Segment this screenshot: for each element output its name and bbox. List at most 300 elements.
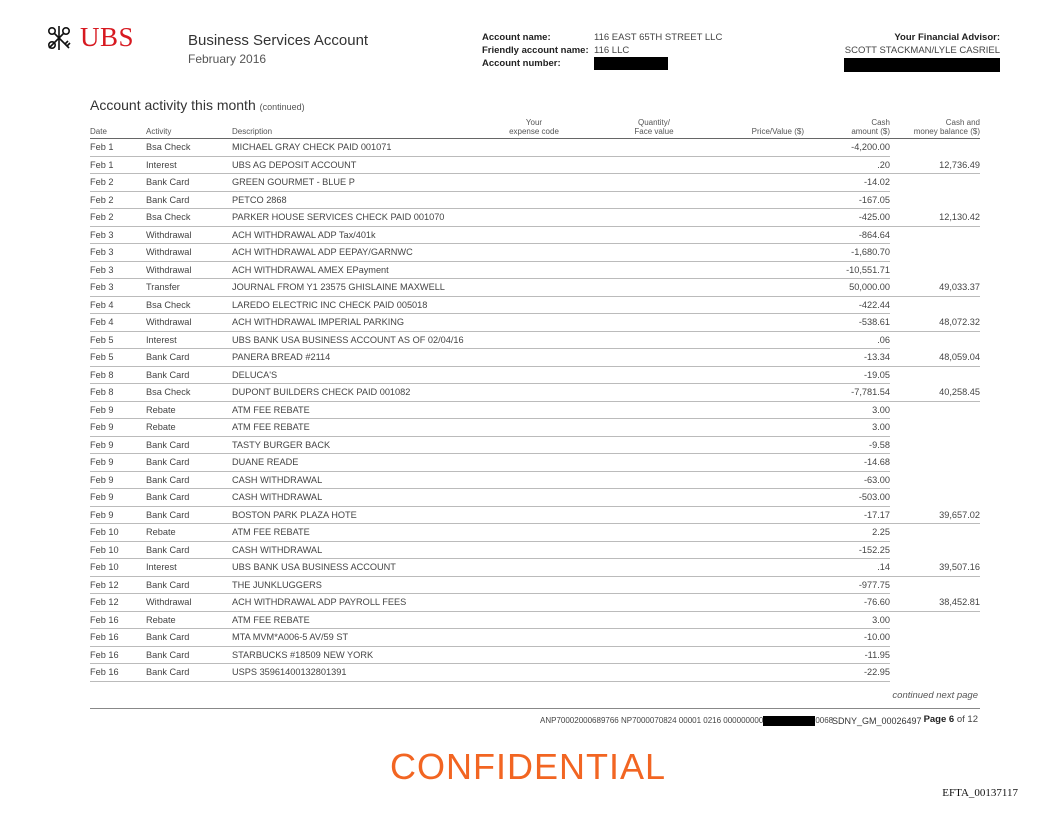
cell-cash-amount: -22.95	[804, 664, 890, 682]
table-row	[90, 349, 980, 367]
activity-table	[90, 118, 980, 682]
efta-number: EFTA_00137117	[942, 787, 1018, 799]
cell-balance	[890, 629, 980, 647]
table-row	[90, 576, 980, 594]
cell-description: LAREDO ELECTRIC INC CHECK PAID 005018	[232, 296, 474, 314]
table-row	[90, 314, 980, 332]
cell-activity: Bsa Check	[146, 384, 232, 402]
financial-advisor	[844, 31, 1000, 76]
cell-cash-amount: 50,000.00	[804, 279, 890, 297]
cell-balance: 12,736.49	[890, 156, 980, 174]
ubs-logo	[44, 22, 134, 53]
cell-date: Feb 10	[90, 541, 146, 559]
cell-price	[714, 471, 804, 489]
cell-quantity	[594, 471, 714, 489]
cell-price	[714, 419, 804, 437]
cell-cash-amount: -10,551.71	[804, 261, 890, 279]
friendly-name-label: Friendly account name:	[482, 45, 589, 56]
cell-balance	[890, 489, 980, 507]
cell-price	[714, 244, 804, 262]
cell-expense-code	[474, 139, 594, 157]
cell-price	[714, 191, 804, 209]
cell-date: Feb 9	[90, 506, 146, 524]
table-row	[90, 331, 980, 349]
cell-balance	[890, 174, 980, 192]
cell-description: PARKER HOUSE SERVICES CHECK PAID 001070	[232, 209, 474, 227]
col-price: Price/Value ($)	[714, 118, 804, 139]
cell-date: Feb 12	[90, 576, 146, 594]
cell-price	[714, 366, 804, 384]
cell-description: GREEN GOURMET - BLUE P	[232, 174, 474, 192]
cell-price	[714, 594, 804, 612]
cell-price	[714, 296, 804, 314]
cell-quantity	[594, 594, 714, 612]
cell-expense-code	[474, 559, 594, 577]
page-current: 6	[948, 714, 955, 725]
section-continued: (continued)	[259, 102, 305, 112]
cell-date: Feb 4	[90, 314, 146, 332]
cell-balance: 12,130.42	[890, 209, 980, 227]
cell-balance	[890, 261, 980, 279]
footer-divider	[90, 708, 980, 709]
cell-price	[714, 629, 804, 647]
cell-balance	[890, 471, 980, 489]
table-row	[90, 296, 980, 314]
cell-cash-amount: -152.25	[804, 541, 890, 559]
cell-date: Feb 1	[90, 139, 146, 157]
cell-expense-code	[474, 541, 594, 559]
cell-cash-amount: -538.61	[804, 314, 890, 332]
cell-date: Feb 16	[90, 629, 146, 647]
col-balance: Cash and money balance ($)	[890, 118, 980, 139]
cell-date: Feb 10	[90, 524, 146, 542]
cell-cash-amount: .06	[804, 331, 890, 349]
cell-price	[714, 331, 804, 349]
cell-price	[714, 611, 804, 629]
cell-activity: Bank Card	[146, 454, 232, 472]
cell-date: Feb 3	[90, 244, 146, 262]
cell-quantity	[594, 279, 714, 297]
cell-date: Feb 16	[90, 611, 146, 629]
cell-expense-code	[474, 366, 594, 384]
logo-text: UBS	[80, 22, 135, 52]
col-description: Description	[232, 118, 474, 139]
cell-cash-amount: -7,781.54	[804, 384, 890, 402]
section-title-text: Account activity this month	[90, 97, 256, 113]
cell-activity: Bank Card	[146, 471, 232, 489]
cell-activity: Bank Card	[146, 174, 232, 192]
cell-expense-code	[474, 191, 594, 209]
cell-description: JOURNAL FROM Y1 23575 GHISLAINE MAXWELL	[232, 279, 474, 297]
cell-price	[714, 524, 804, 542]
cell-price	[714, 349, 804, 367]
table-row	[90, 261, 980, 279]
cell-cash-amount: -13.34	[804, 349, 890, 367]
table-row	[90, 436, 980, 454]
cell-balance: 48,072.32	[890, 314, 980, 332]
cell-date: Feb 2	[90, 174, 146, 192]
advisor-name: SCOTT STACKMAN/LYLE CASRIEL	[844, 45, 1000, 56]
cell-expense-code	[474, 664, 594, 682]
cell-balance: 38,452.81	[890, 594, 980, 612]
cell-activity: Transfer	[146, 279, 232, 297]
cell-description: UBS BANK USA BUSINESS ACCOUNT	[232, 559, 474, 577]
table-row	[90, 401, 980, 419]
advisor-redaction	[844, 58, 1000, 72]
cell-cash-amount: -1,680.70	[804, 244, 890, 262]
cell-quantity	[594, 174, 714, 192]
cell-balance	[890, 524, 980, 542]
cell-activity: Bank Card	[146, 541, 232, 559]
table-row	[90, 156, 980, 174]
cell-expense-code	[474, 226, 594, 244]
cell-expense-code	[474, 209, 594, 227]
cell-date: Feb 3	[90, 226, 146, 244]
cell-quantity	[594, 191, 714, 209]
cell-cash-amount: -76.60	[804, 594, 890, 612]
table-row	[90, 174, 980, 192]
cell-balance	[890, 576, 980, 594]
cell-description: DUPONT BUILDERS CHECK PAID 001082	[232, 384, 474, 402]
cell-description: TASTY BURGER BACK	[232, 436, 474, 454]
cell-quantity	[594, 314, 714, 332]
continued-next-page: continued next page	[892, 690, 978, 701]
cell-quantity	[594, 156, 714, 174]
table-row	[90, 489, 980, 507]
table-row	[90, 594, 980, 612]
cell-description: ACH WITHDRAWAL AMEX EPayment	[232, 261, 474, 279]
cell-activity: Bsa Check	[146, 296, 232, 314]
table-row	[90, 611, 980, 629]
cell-price	[714, 314, 804, 332]
cell-quantity	[594, 261, 714, 279]
cell-quantity	[594, 331, 714, 349]
cell-expense-code	[474, 524, 594, 542]
cell-expense-code	[474, 611, 594, 629]
account-name-label: Account name:	[482, 32, 551, 43]
table-row	[90, 454, 980, 472]
cell-description: ACH WITHDRAWAL ADP PAYROLL FEES	[232, 594, 474, 612]
cell-balance: 40,258.45	[890, 384, 980, 402]
table-row	[90, 506, 980, 524]
table-row	[90, 629, 980, 647]
cell-quantity	[594, 419, 714, 437]
cell-cash-amount: -14.68	[804, 454, 890, 472]
cell-balance	[890, 454, 980, 472]
col-quantity: Quantity/ Face value	[594, 118, 714, 139]
cell-expense-code	[474, 436, 594, 454]
cell-description: ATM FEE REBATE	[232, 401, 474, 419]
cell-date: Feb 2	[90, 209, 146, 227]
cell-price	[714, 261, 804, 279]
cell-cash-amount: -503.00	[804, 489, 890, 507]
account-number-label: Account number:	[482, 58, 561, 69]
cell-balance	[890, 419, 980, 437]
cell-expense-code	[474, 174, 594, 192]
cell-cash-amount: .20	[804, 156, 890, 174]
statement-period: February 2016	[188, 52, 267, 66]
cell-quantity	[594, 611, 714, 629]
cell-price	[714, 541, 804, 559]
cell-date: Feb 16	[90, 664, 146, 682]
cell-activity: Rebate	[146, 611, 232, 629]
cell-price	[714, 279, 804, 297]
cell-quantity	[594, 226, 714, 244]
cell-quantity	[594, 436, 714, 454]
cell-quantity	[594, 454, 714, 472]
cell-price	[714, 436, 804, 454]
cell-description: CASH WITHDRAWAL	[232, 489, 474, 507]
table-row	[90, 524, 980, 542]
cell-quantity	[594, 541, 714, 559]
cell-price	[714, 489, 804, 507]
footer-document-code	[540, 716, 833, 726]
cell-activity: Rebate	[146, 524, 232, 542]
cell-description: ACH WITHDRAWAL ADP Tax/401k	[232, 226, 474, 244]
cell-activity: Bank Card	[146, 646, 232, 664]
cell-expense-code	[474, 349, 594, 367]
cell-expense-code	[474, 314, 594, 332]
cell-expense-code	[474, 401, 594, 419]
account-type: Business Services Account	[188, 32, 369, 49]
cell-expense-code	[474, 454, 594, 472]
cell-expense-code	[474, 506, 594, 524]
cell-description: MICHAEL GRAY CHECK PAID 001071	[232, 139, 474, 157]
account-info	[482, 31, 722, 70]
page-label: Page	[923, 714, 947, 725]
cell-activity: Bsa Check	[146, 209, 232, 227]
cell-balance	[890, 611, 980, 629]
cell-date: Feb 10	[90, 559, 146, 577]
cell-date: Feb 8	[90, 384, 146, 402]
cell-description: UBS AG DEPOSIT ACCOUNT	[232, 156, 474, 174]
cell-activity: Bank Card	[146, 576, 232, 594]
cell-date: Feb 9	[90, 401, 146, 419]
cell-balance	[890, 191, 980, 209]
cell-price	[714, 209, 804, 227]
cell-activity: Withdrawal	[146, 226, 232, 244]
table-row	[90, 664, 980, 682]
cell-balance	[890, 541, 980, 559]
cell-date: Feb 9	[90, 489, 146, 507]
cell-date: Feb 5	[90, 331, 146, 349]
cell-balance	[890, 226, 980, 244]
cell-description: ATM FEE REBATE	[232, 611, 474, 629]
cell-date: Feb 16	[90, 646, 146, 664]
cell-cash-amount: 3.00	[804, 419, 890, 437]
cell-cash-amount: -4,200.00	[804, 139, 890, 157]
cell-price	[714, 664, 804, 682]
cell-price	[714, 646, 804, 664]
cell-activity: Withdrawal	[146, 594, 232, 612]
cell-activity: Bank Card	[146, 349, 232, 367]
cell-cash-amount: -977.75	[804, 576, 890, 594]
cell-quantity	[594, 664, 714, 682]
table-row	[90, 559, 980, 577]
cell-cash-amount: .14	[804, 559, 890, 577]
cell-price	[714, 156, 804, 174]
table-header	[90, 118, 980, 139]
cell-description: ATM FEE REBATE	[232, 524, 474, 542]
cell-activity: Bank Card	[146, 664, 232, 682]
cell-date: Feb 4	[90, 296, 146, 314]
cell-date: Feb 3	[90, 261, 146, 279]
cell-activity: Withdrawal	[146, 244, 232, 262]
cell-balance: 39,507.16	[890, 559, 980, 577]
cell-expense-code	[474, 296, 594, 314]
page-total: of 12	[956, 714, 978, 725]
cell-cash-amount: -17.17	[804, 506, 890, 524]
table-body	[90, 139, 980, 682]
cell-quantity	[594, 506, 714, 524]
cell-expense-code	[474, 384, 594, 402]
cell-cash-amount: -422.44	[804, 296, 890, 314]
ubs-keys-icon	[44, 23, 74, 53]
cell-activity: Bank Card	[146, 191, 232, 209]
cell-balance	[890, 401, 980, 419]
cell-description: STARBUCKS #18509 NEW YORK	[232, 646, 474, 664]
cell-expense-code	[474, 594, 594, 612]
cell-activity: Bank Card	[146, 366, 232, 384]
cell-cash-amount: 3.00	[804, 401, 890, 419]
cell-activity: Bank Card	[146, 436, 232, 454]
table-row	[90, 384, 980, 402]
confidential-stamp: CONFIDENTIAL	[389, 746, 667, 787]
cell-quantity	[594, 384, 714, 402]
friendly-name-value: 116 LLC	[594, 45, 630, 56]
cell-price	[714, 139, 804, 157]
cell-balance: 48,059.04	[890, 349, 980, 367]
cell-description: ACH WITHDRAWAL IMPERIAL PARKING	[232, 314, 474, 332]
cell-cash-amount: -864.64	[804, 226, 890, 244]
cell-quantity	[594, 209, 714, 227]
cell-balance	[890, 139, 980, 157]
cell-expense-code	[474, 576, 594, 594]
cell-activity: Bank Card	[146, 489, 232, 507]
cell-description: CASH WITHDRAWAL	[232, 541, 474, 559]
cell-cash-amount: 2.25	[804, 524, 890, 542]
cell-quantity	[594, 559, 714, 577]
account-name-value: 116 EAST 65TH STREET LLC	[594, 32, 723, 43]
cell-activity: Rebate	[146, 401, 232, 419]
cell-balance	[890, 296, 980, 314]
table-row	[90, 244, 980, 262]
cell-cash-amount: -19.05	[804, 366, 890, 384]
table-row	[90, 209, 980, 227]
cell-balance	[890, 366, 980, 384]
document-title	[188, 32, 368, 66]
cell-description: DUANE READE	[232, 454, 474, 472]
table-row	[90, 471, 980, 489]
cell-price	[714, 174, 804, 192]
cell-expense-code	[474, 489, 594, 507]
table-row	[90, 279, 980, 297]
table-row	[90, 646, 980, 664]
cell-expense-code	[474, 646, 594, 664]
cell-date: Feb 9	[90, 419, 146, 437]
cell-activity: Bsa Check	[146, 139, 232, 157]
cell-activity: Withdrawal	[146, 261, 232, 279]
cell-expense-code	[474, 331, 594, 349]
cell-cash-amount: -9.58	[804, 436, 890, 454]
cell-expense-code	[474, 629, 594, 647]
cell-quantity	[594, 489, 714, 507]
cell-expense-code	[474, 471, 594, 489]
cell-balance	[890, 646, 980, 664]
cell-description: ATM FEE REBATE	[232, 419, 474, 437]
table-row	[90, 541, 980, 559]
table-row	[90, 139, 980, 157]
cell-date: Feb 2	[90, 191, 146, 209]
cell-cash-amount: -167.05	[804, 191, 890, 209]
footer-code-text: ANP70002000689766 NP7000070824 00001 0216 000000000	[540, 716, 764, 726]
cell-expense-code	[474, 261, 594, 279]
cell-description: USPS 35961400132801391	[232, 664, 474, 682]
cell-activity: Interest	[146, 559, 232, 577]
cell-date: Feb 9	[90, 454, 146, 472]
cell-expense-code	[474, 419, 594, 437]
cell-date: Feb 3	[90, 279, 146, 297]
col-cash-amount: Cash amount ($)	[804, 118, 890, 139]
cell-price	[714, 559, 804, 577]
cell-cash-amount: 3.00	[804, 611, 890, 629]
cell-cash-amount: -14.02	[804, 174, 890, 192]
cell-description: MTA MVM*A006-5 AV/59 ST	[232, 629, 474, 647]
col-activity: Activity	[146, 118, 232, 139]
cell-price	[714, 226, 804, 244]
cell-date: Feb 12	[90, 594, 146, 612]
cell-description: BOSTON PARK PLAZA HOTE	[232, 506, 474, 524]
cell-quantity	[594, 366, 714, 384]
cell-balance	[890, 664, 980, 682]
cell-expense-code	[474, 279, 594, 297]
cell-balance	[890, 244, 980, 262]
cell-balance	[890, 331, 980, 349]
cell-activity: Bank Card	[146, 629, 232, 647]
cell-description: UBS BANK USA BUSINESS ACCOUNT AS OF 02/04/16	[232, 331, 474, 349]
cell-balance	[890, 436, 980, 454]
cell-quantity	[594, 349, 714, 367]
cell-activity: Rebate	[146, 419, 232, 437]
cell-price	[714, 454, 804, 472]
cell-date: Feb 8	[90, 366, 146, 384]
cell-quantity	[594, 576, 714, 594]
cell-activity: Withdrawal	[146, 314, 232, 332]
cell-activity: Bank Card	[146, 506, 232, 524]
col-expense-code: Your expense code	[474, 118, 594, 139]
cell-quantity	[594, 139, 714, 157]
cell-cash-amount: -63.00	[804, 471, 890, 489]
cell-activity: Interest	[146, 331, 232, 349]
col-date: Date	[90, 118, 146, 139]
cell-cash-amount: -425.00	[804, 209, 890, 227]
cell-date: Feb 1	[90, 156, 146, 174]
cell-price	[714, 401, 804, 419]
table-row	[90, 366, 980, 384]
cell-description: DELUCA'S	[232, 366, 474, 384]
cell-description: PANERA BREAD #2114	[232, 349, 474, 367]
cell-price	[714, 384, 804, 402]
cell-quantity	[594, 296, 714, 314]
advisor-label: Your Financial Advisor:	[894, 32, 1000, 43]
cell-price	[714, 506, 804, 524]
cell-balance: 39,657.02	[890, 506, 980, 524]
cell-date: Feb 5	[90, 349, 146, 367]
footer-code-redaction	[763, 716, 815, 726]
cell-cash-amount: -10.00	[804, 629, 890, 647]
table-row	[90, 419, 980, 437]
cell-expense-code	[474, 156, 594, 174]
